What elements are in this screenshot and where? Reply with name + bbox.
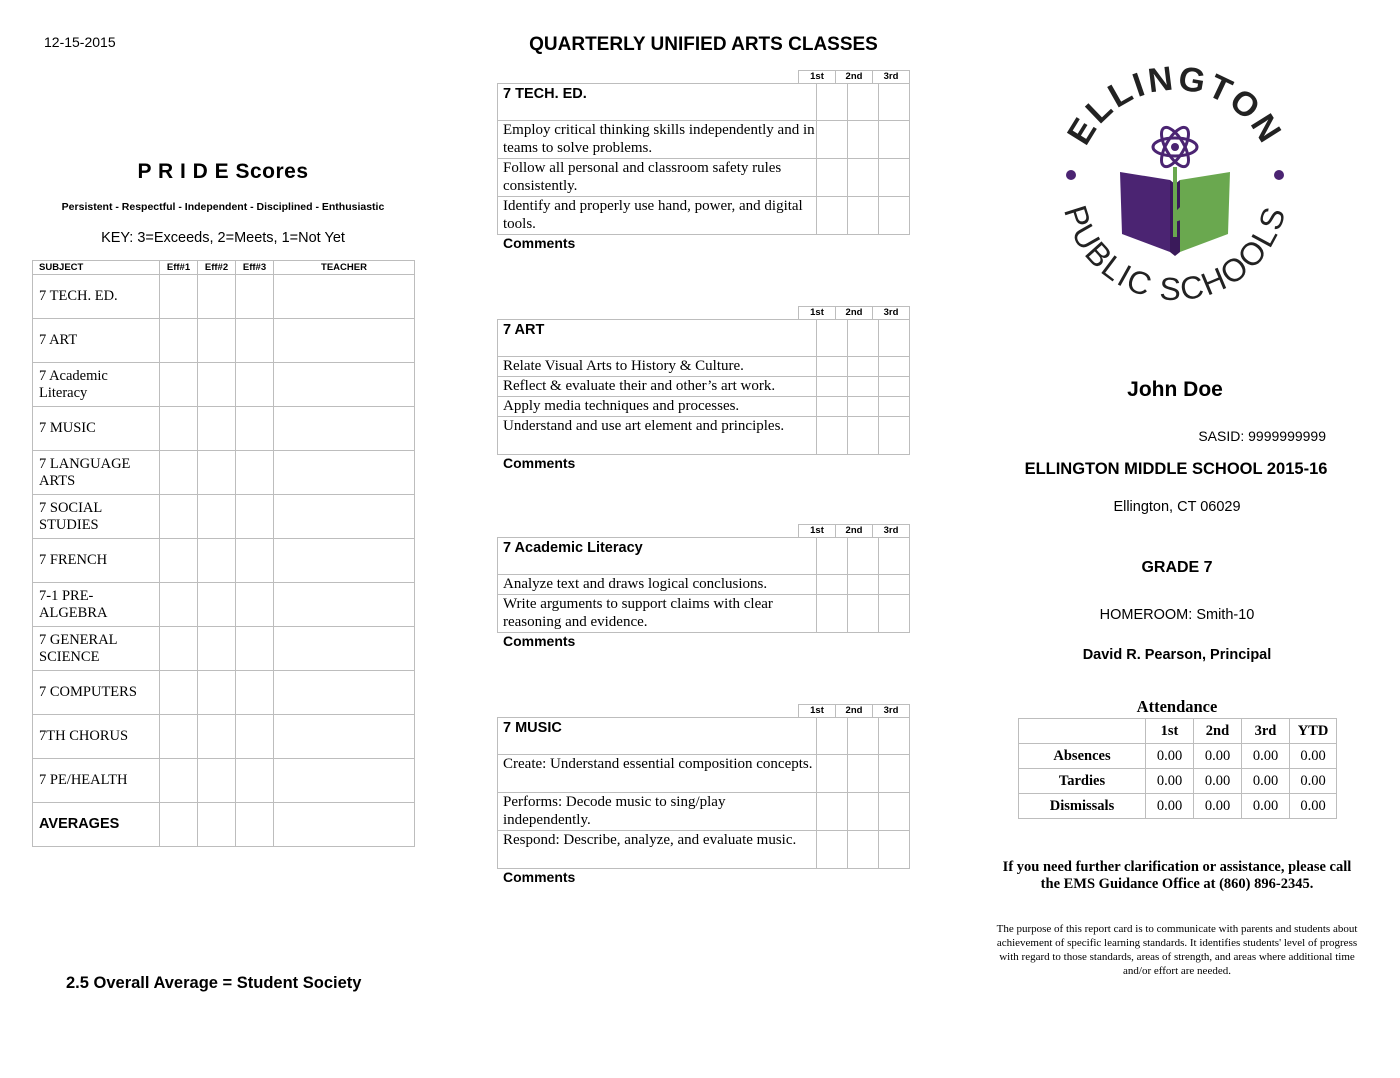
quarter-header <box>497 524 910 537</box>
eff3-cell <box>236 363 274 407</box>
score-cell <box>879 793 910 831</box>
table-row <box>33 451 415 495</box>
score-cell <box>848 159 879 197</box>
class-standards-table <box>497 717 910 869</box>
class-name: 7 TECH. ED. <box>498 84 817 121</box>
attendance-title: Attendance <box>1136 697 1218 716</box>
eff2-cell <box>198 275 236 319</box>
eff3-cell <box>236 583 274 627</box>
averages-label: AVERAGES <box>33 803 160 847</box>
header-eff1: Eff#1 <box>160 261 198 275</box>
eff2-cell <box>198 583 236 627</box>
score-cell <box>848 831 879 869</box>
subject-name: 7 GENERAL SCIENCE <box>33 627 160 671</box>
attendance-header-ytd: YTD <box>1290 719 1337 744</box>
principal-name: David R. Pearson, Principal <box>1082 647 1272 663</box>
subject-name: 7-1 PRE-ALGEBRA <box>33 583 160 627</box>
quarter-label: 1st <box>798 70 836 83</box>
school-name: ELLINGTON MIDDLE SCHOOL 2015-16 <box>1024 460 1328 478</box>
score-cell <box>848 718 879 755</box>
score-cell <box>879 575 910 595</box>
eff1-cell <box>160 759 198 803</box>
comments-label: Comments <box>503 235 576 251</box>
class-block <box>497 524 910 649</box>
class-standards-table <box>497 319 910 455</box>
attendance-value: 0.00 <box>1146 769 1194 794</box>
teacher-cell <box>274 495 415 539</box>
standard-row <box>498 357 910 377</box>
score-cell <box>879 595 910 633</box>
quarter-label: 3rd <box>872 306 910 319</box>
eff2-cell <box>198 715 236 759</box>
score-cell <box>848 793 879 831</box>
score-cell <box>817 718 848 755</box>
class-name: 7 ART <box>498 320 817 357</box>
score-cell <box>879 159 910 197</box>
standard-text: Understand and use art element and principles. <box>498 417 817 455</box>
class-block <box>497 70 910 251</box>
pride-key: KEY: 3=Exceeds, 2=Meets, 1=Not Yet <box>101 230 345 246</box>
logo-bottom-text: PUBLIC SCHOOLS <box>1057 201 1293 308</box>
table-row <box>1019 769 1337 794</box>
society-note: 2.5 Overall Average = Student Society <box>66 974 362 992</box>
attendance-header-blank <box>1019 719 1146 744</box>
eff3-cell <box>236 275 274 319</box>
standard-row <box>498 793 910 831</box>
header-eff2: Eff#2 <box>198 261 236 275</box>
quarter-label: 1st <box>798 704 836 717</box>
subject-name: 7 FRENCH <box>33 539 160 583</box>
attendance-value: 0.00 <box>1194 794 1242 819</box>
standard-row <box>498 121 910 159</box>
score-cell <box>848 538 879 575</box>
subject-name: 7 MUSIC <box>33 407 160 451</box>
unified-arts-title: QUARTERLY UNIFIED ARTS CLASSES <box>529 34 878 55</box>
attendance-table <box>1018 718 1337 819</box>
table-row <box>33 319 415 363</box>
eff2-cell <box>198 627 236 671</box>
attendance-value: 0.00 <box>1194 744 1242 769</box>
eff3-cell <box>236 759 274 803</box>
score-cell <box>848 84 879 121</box>
eff3-cell <box>236 627 274 671</box>
score-cell <box>817 159 848 197</box>
standard-row <box>498 197 910 235</box>
class-name: 7 MUSIC <box>498 718 817 755</box>
pride-header-row <box>33 261 415 275</box>
eff3-cell <box>236 319 274 363</box>
comments-label: Comments <box>503 455 576 471</box>
pride-scores-table <box>32 260 415 847</box>
subject-name: 7 ART <box>33 319 160 363</box>
quarter-label: 3rd <box>872 70 910 83</box>
class-title-row <box>498 538 910 575</box>
ellington-logo <box>1050 62 1300 312</box>
attendance-header-row <box>1019 719 1337 744</box>
eff2-cell <box>198 539 236 583</box>
eff1-cell <box>160 715 198 759</box>
standard-row <box>498 831 910 869</box>
eff1-cell <box>160 671 198 715</box>
teacher-cell <box>274 275 415 319</box>
quarter-header <box>497 306 910 319</box>
teacher-cell <box>274 583 415 627</box>
score-cell <box>817 831 848 869</box>
teacher-cell <box>274 671 415 715</box>
standard-row <box>498 397 910 417</box>
attendance-value: 0.00 <box>1290 769 1337 794</box>
score-cell <box>817 397 848 417</box>
attendance-value: 0.00 <box>1242 744 1290 769</box>
header-teacher: TEACHER <box>274 261 415 275</box>
score-cell <box>817 575 848 595</box>
teacher-cell <box>274 715 415 759</box>
eff3-cell <box>236 671 274 715</box>
class-title-row <box>498 84 910 121</box>
table-row <box>33 759 415 803</box>
score-cell <box>848 575 879 595</box>
standard-text: Identify and properly use hand, power, and digital tools. <box>498 197 817 235</box>
attendance-value: 0.00 <box>1290 794 1337 819</box>
eff1-cell <box>160 407 198 451</box>
pride-values: Persistent - Respectful - Independent - Disciplined - Enthusiastic <box>61 201 385 213</box>
table-row <box>33 715 415 759</box>
teacher-cell <box>274 363 415 407</box>
score-cell <box>879 84 910 121</box>
student-sasid: SASID: 9999999999 <box>1198 428 1326 444</box>
score-cell <box>879 197 910 235</box>
subject-name: 7 COMPUTERS <box>33 671 160 715</box>
class-name: 7 Academic Literacy <box>498 538 817 575</box>
table-row <box>33 363 415 407</box>
score-cell <box>848 755 879 793</box>
standard-text: Apply media techniques and processes. <box>498 397 817 417</box>
teacher-cell <box>274 759 415 803</box>
header-subject: SUBJECT <box>33 261 160 275</box>
standard-text: Analyze text and draws logical conclusions. <box>498 575 817 595</box>
quarter-label: 3rd <box>872 524 910 537</box>
score-cell <box>817 121 848 159</box>
attendance-value: 0.00 <box>1194 769 1242 794</box>
quarter-label: 2nd <box>835 524 873 537</box>
score-cell <box>879 538 910 575</box>
score-cell <box>879 357 910 377</box>
attendance-value: 0.00 <box>1242 769 1290 794</box>
standard-row <box>498 755 910 793</box>
attendance-header-2nd: 2nd <box>1194 719 1242 744</box>
score-cell <box>817 538 848 575</box>
student-grade: GRADE 7 <box>1141 559 1213 576</box>
attendance-label: Dismissals <box>1019 794 1146 819</box>
logo-top-text: ELLINGTON <box>1060 62 1290 152</box>
quarter-label: 1st <box>798 306 836 319</box>
class-block <box>497 306 910 471</box>
subject-name: 7TH CHORUS <box>33 715 160 759</box>
comments-label: Comments <box>503 869 576 885</box>
standard-text: Create: Understand essential composition concepts. <box>498 755 817 793</box>
teacher-cell <box>274 627 415 671</box>
table-row <box>33 407 415 451</box>
score-cell <box>817 417 848 455</box>
comments-label: Comments <box>503 633 576 649</box>
class-title-row <box>498 718 910 755</box>
teacher-cell <box>274 319 415 363</box>
eff2-cell <box>198 451 236 495</box>
standard-row <box>498 575 910 595</box>
score-cell <box>848 197 879 235</box>
eff2-cell <box>198 407 236 451</box>
table-row <box>33 495 415 539</box>
pride-title: P R I D E Scores <box>137 160 309 183</box>
score-cell <box>848 377 879 397</box>
class-title-row <box>498 320 910 357</box>
subject-name: 7 TECH. ED. <box>33 275 160 319</box>
table-row <box>33 671 415 715</box>
eff2-cell <box>198 495 236 539</box>
class-block <box>497 704 910 885</box>
eff3-cell <box>236 715 274 759</box>
standard-text: Performs: Decode music to sing/play independently. <box>498 793 817 831</box>
attendance-label: Absences <box>1019 744 1146 769</box>
report-date: 12-15-2015 <box>44 34 116 50</box>
score-cell <box>848 121 879 159</box>
standard-text: Respond: Describe, analyze, and evaluate music. <box>498 831 817 869</box>
standard-text: Follow all personal and classroom safety rules consistently. <box>498 159 817 197</box>
eff3-cell <box>236 539 274 583</box>
score-cell <box>817 793 848 831</box>
quarter-label: 3rd <box>872 704 910 717</box>
quarter-label: 2nd <box>835 70 873 83</box>
score-cell <box>817 197 848 235</box>
score-cell <box>879 755 910 793</box>
report-purpose-note: The purpose of this report card is to communicate with parents and students about achievement of specific learning standards. It identifies students' level of progress with regard to those standards, areas of strength, and areas where additional time and/or effort are needed. <box>996 923 1358 977</box>
teacher-cell <box>274 539 415 583</box>
table-row <box>33 627 415 671</box>
standard-row <box>498 159 910 197</box>
score-cell <box>879 121 910 159</box>
eff1-cell <box>160 275 198 319</box>
quarter-label: 2nd <box>835 306 873 319</box>
school-town: Ellington, CT 06029 <box>1113 499 1241 515</box>
quarter-header <box>497 704 910 717</box>
header-eff3: Eff#3 <box>236 261 274 275</box>
score-cell <box>879 718 910 755</box>
standard-text: Employ critical thinking skills independently and in teams to solve problems. <box>498 121 817 159</box>
score-cell <box>817 84 848 121</box>
eff1-cell <box>160 451 198 495</box>
table-row <box>33 275 415 319</box>
score-cell <box>848 595 879 633</box>
attendance-value: 0.00 <box>1290 744 1337 769</box>
guidance-contact-note: If you need further clarification or assistance, please call the EMS Guidance Office at (860) 896-2345. <box>1002 859 1352 892</box>
quarter-label: 2nd <box>835 704 873 717</box>
score-cell <box>817 320 848 357</box>
eff3-cell <box>236 495 274 539</box>
eff3-cell <box>236 407 274 451</box>
attendance-label: Tardies <box>1019 769 1146 794</box>
table-row <box>33 539 415 583</box>
table-row <box>1019 744 1337 769</box>
eff1-cell <box>160 363 198 407</box>
score-cell <box>817 755 848 793</box>
quarter-header <box>497 70 910 83</box>
standard-row <box>498 595 910 633</box>
score-cell <box>879 377 910 397</box>
standard-text: Write arguments to support claims with clear reasoning and evidence. <box>498 595 817 633</box>
score-cell <box>879 320 910 357</box>
score-cell <box>848 357 879 377</box>
eff3-average <box>236 803 274 847</box>
student-name: John Doe <box>1127 378 1223 401</box>
eff2-cell <box>198 319 236 363</box>
standard-row <box>498 417 910 455</box>
attendance-value: 0.00 <box>1242 794 1290 819</box>
score-cell <box>879 417 910 455</box>
attendance-value: 0.00 <box>1146 744 1194 769</box>
eff2-cell <box>198 759 236 803</box>
standard-text: Relate Visual Arts to History & Culture. <box>498 357 817 377</box>
attendance-value: 0.00 <box>1146 794 1194 819</box>
score-cell <box>817 595 848 633</box>
teacher-cell <box>274 451 415 495</box>
eff1-cell <box>160 495 198 539</box>
averages-row <box>33 803 415 847</box>
eff2-average <box>198 803 236 847</box>
class-standards-table <box>497 537 910 633</box>
class-standards-table <box>497 83 910 235</box>
score-cell <box>879 397 910 417</box>
eff1-average <box>160 803 198 847</box>
eff1-cell <box>160 583 198 627</box>
table-row <box>1019 794 1337 819</box>
score-cell <box>817 357 848 377</box>
subject-name: 7 SOCIAL STUDIES <box>33 495 160 539</box>
score-cell <box>848 397 879 417</box>
attendance-header-1st: 1st <box>1146 719 1194 744</box>
teacher-cell <box>274 803 415 847</box>
subject-name: 7 LANGUAGE ARTS <box>33 451 160 495</box>
score-cell <box>817 377 848 397</box>
attendance-header-3rd: 3rd <box>1242 719 1290 744</box>
subject-name: 7 Academic Literacy <box>33 363 160 407</box>
eff2-cell <box>198 363 236 407</box>
quarter-label: 1st <box>798 524 836 537</box>
table-row <box>33 583 415 627</box>
student-homeroom: HOMEROOM: Smith-10 <box>1099 607 1255 623</box>
eff1-cell <box>160 319 198 363</box>
eff3-cell <box>236 451 274 495</box>
subject-name: 7 PE/HEALTH <box>33 759 160 803</box>
standard-text: Reflect & evaluate their and other’s art work. <box>498 377 817 397</box>
score-cell <box>848 320 879 357</box>
teacher-cell <box>274 407 415 451</box>
standard-row <box>498 377 910 397</box>
score-cell <box>879 831 910 869</box>
score-cell <box>848 417 879 455</box>
eff1-cell <box>160 539 198 583</box>
eff1-cell <box>160 627 198 671</box>
eff2-cell <box>198 671 236 715</box>
